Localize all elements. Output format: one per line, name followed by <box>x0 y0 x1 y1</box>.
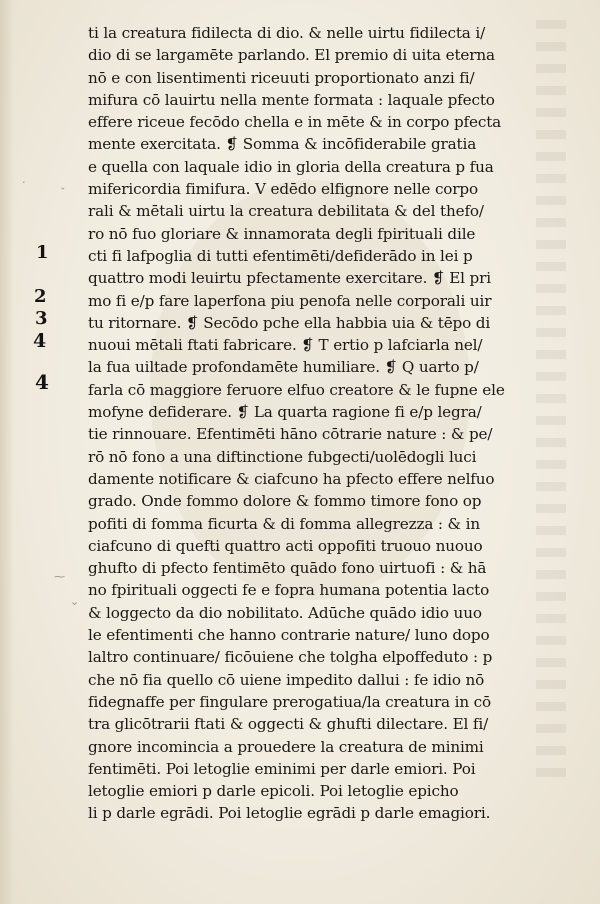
text-line: ti la creatura fidilecta di dio. & nelle uirtu fidilecta i/ <box>88 24 486 42</box>
text-line: mente exercitata. ❡ Somma & incōfiderabile gratia <box>88 135 477 154</box>
text-line: rō nō fono a una diftinctione fubgecti/uolēdogli luci <box>88 447 477 466</box>
faint-margin-note: ⌄ <box>70 595 80 608</box>
text-line: quattro modi leuirtu pfectamente exercitare. ❡ El pri <box>88 269 491 288</box>
text-line: tie rinnouare. Efentimēti hāno cōtrarie nature : & pe/ <box>88 425 493 444</box>
margin-numeral-2: 2 <box>34 286 47 307</box>
text-line: mifura cō lauirtu nella mente formata : laquale pfecto <box>88 90 495 109</box>
text-line: mofyne defiderare. ❡ La quarta ragione fi e/p legra/ <box>88 403 482 422</box>
text-line: dio di se largamēte parlando. El premio di uita eterna <box>88 46 495 65</box>
text-line: grado. Onde fommo dolore & fommo timore fono op <box>88 492 482 511</box>
margin-numeral-4b: 4 <box>35 370 49 394</box>
text-line: nō e con lisentimenti riceuuti proportionato anzi fi/ <box>88 68 475 87</box>
text-line: gnore incomincia a prouedere la creatura de minimi <box>88 737 484 756</box>
text-line: e quella con laquale idio in gloria della creatura p fua <box>88 157 494 176</box>
text-line: le efentimenti che hanno contrarie nature/ luno dopo <box>88 626 490 645</box>
faint-margin-note: · <box>22 176 26 189</box>
text-line: ro nō fuo gloriare & innamorata degli fpirituali dile <box>88 224 476 243</box>
text-line: tra glicōtrarii ftati & oggecti & ghufti dilectare. El fi/ <box>88 715 489 734</box>
text-line: damente notificare & ciafcuno ha pfecto effere nelfuo <box>88 469 495 488</box>
margin-numeral-3: 3 <box>35 308 48 329</box>
text-line: mifericordia fimifura. V edēdo elfignore nelle corpo <box>88 180 478 199</box>
margin-numeral-1: 1 <box>36 242 49 263</box>
text-line: farla cō maggiore feruore elfuo creatore & le fupne ele <box>88 380 505 399</box>
text-line: rali & mētali uirtu la creatura debilitata & del thefo/ <box>88 202 484 221</box>
faint-margin-note: ⁓ <box>54 570 65 583</box>
text-line: letoglie emiori p darle epicoli. Poi letoglie epicho <box>88 782 459 801</box>
margin-numeral-4: 4 <box>33 330 47 352</box>
text-line: pofiti di fomma ficurta & di fomma allegrezza : & in <box>88 514 480 533</box>
text-column <box>88 22 542 825</box>
text-line: li p darle egrādi. Poi letoglie egrādi p darle emagiori. <box>88 804 491 823</box>
text-line: che nō fia quello cō uiene impedito dallui : fe idio nō <box>88 670 485 689</box>
text-line: no fpirituali oggecti fe e fopra humana potentia lacto <box>88 581 490 600</box>
text-line: effere riceue fecōdo chella e in mēte & in corpo pfecta <box>88 113 502 132</box>
faint-margin-note: ˇ <box>60 186 66 199</box>
text-line: ciafcuno di quefti quattro acti oppofiti truouo nuouo <box>88 536 483 555</box>
text-line: & loggecto da dio nobilitato. Adūche quādo idio uuo <box>88 603 482 622</box>
page-edge-shadow <box>0 0 14 904</box>
text-line: nuoui mētali ftati fabricare. ❡ T ertio p lafciarla nel/ <box>88 336 483 355</box>
text-line: fidegnaffe per fingulare prerogatiua/la creatura in cō <box>88 692 492 711</box>
text-line: mo fi e/p fare laperfona piu penofa nelle corporali uir <box>88 291 492 310</box>
text-line: laltro continuare/ ficōuiene che tolgha elpoffeduto : p <box>88 648 493 667</box>
text-line: fentimēti. Poi letoglie eminimi per darle emiori. Poi <box>88 759 476 778</box>
text-line: tu ritornare. ❡ Secōdo pche ella habbia uia & tēpo di <box>88 313 491 332</box>
text-line: cti fi lafpoglia di tutti efentimēti/defiderādo in lei p <box>88 246 473 265</box>
text-line: ghufto di pfecto fentimēto quādo fono uirtuofi : & hā <box>88 559 487 578</box>
text-line: la fua uiltade profondamēte humiliare. ❡ Q uarto p/ <box>88 358 479 377</box>
